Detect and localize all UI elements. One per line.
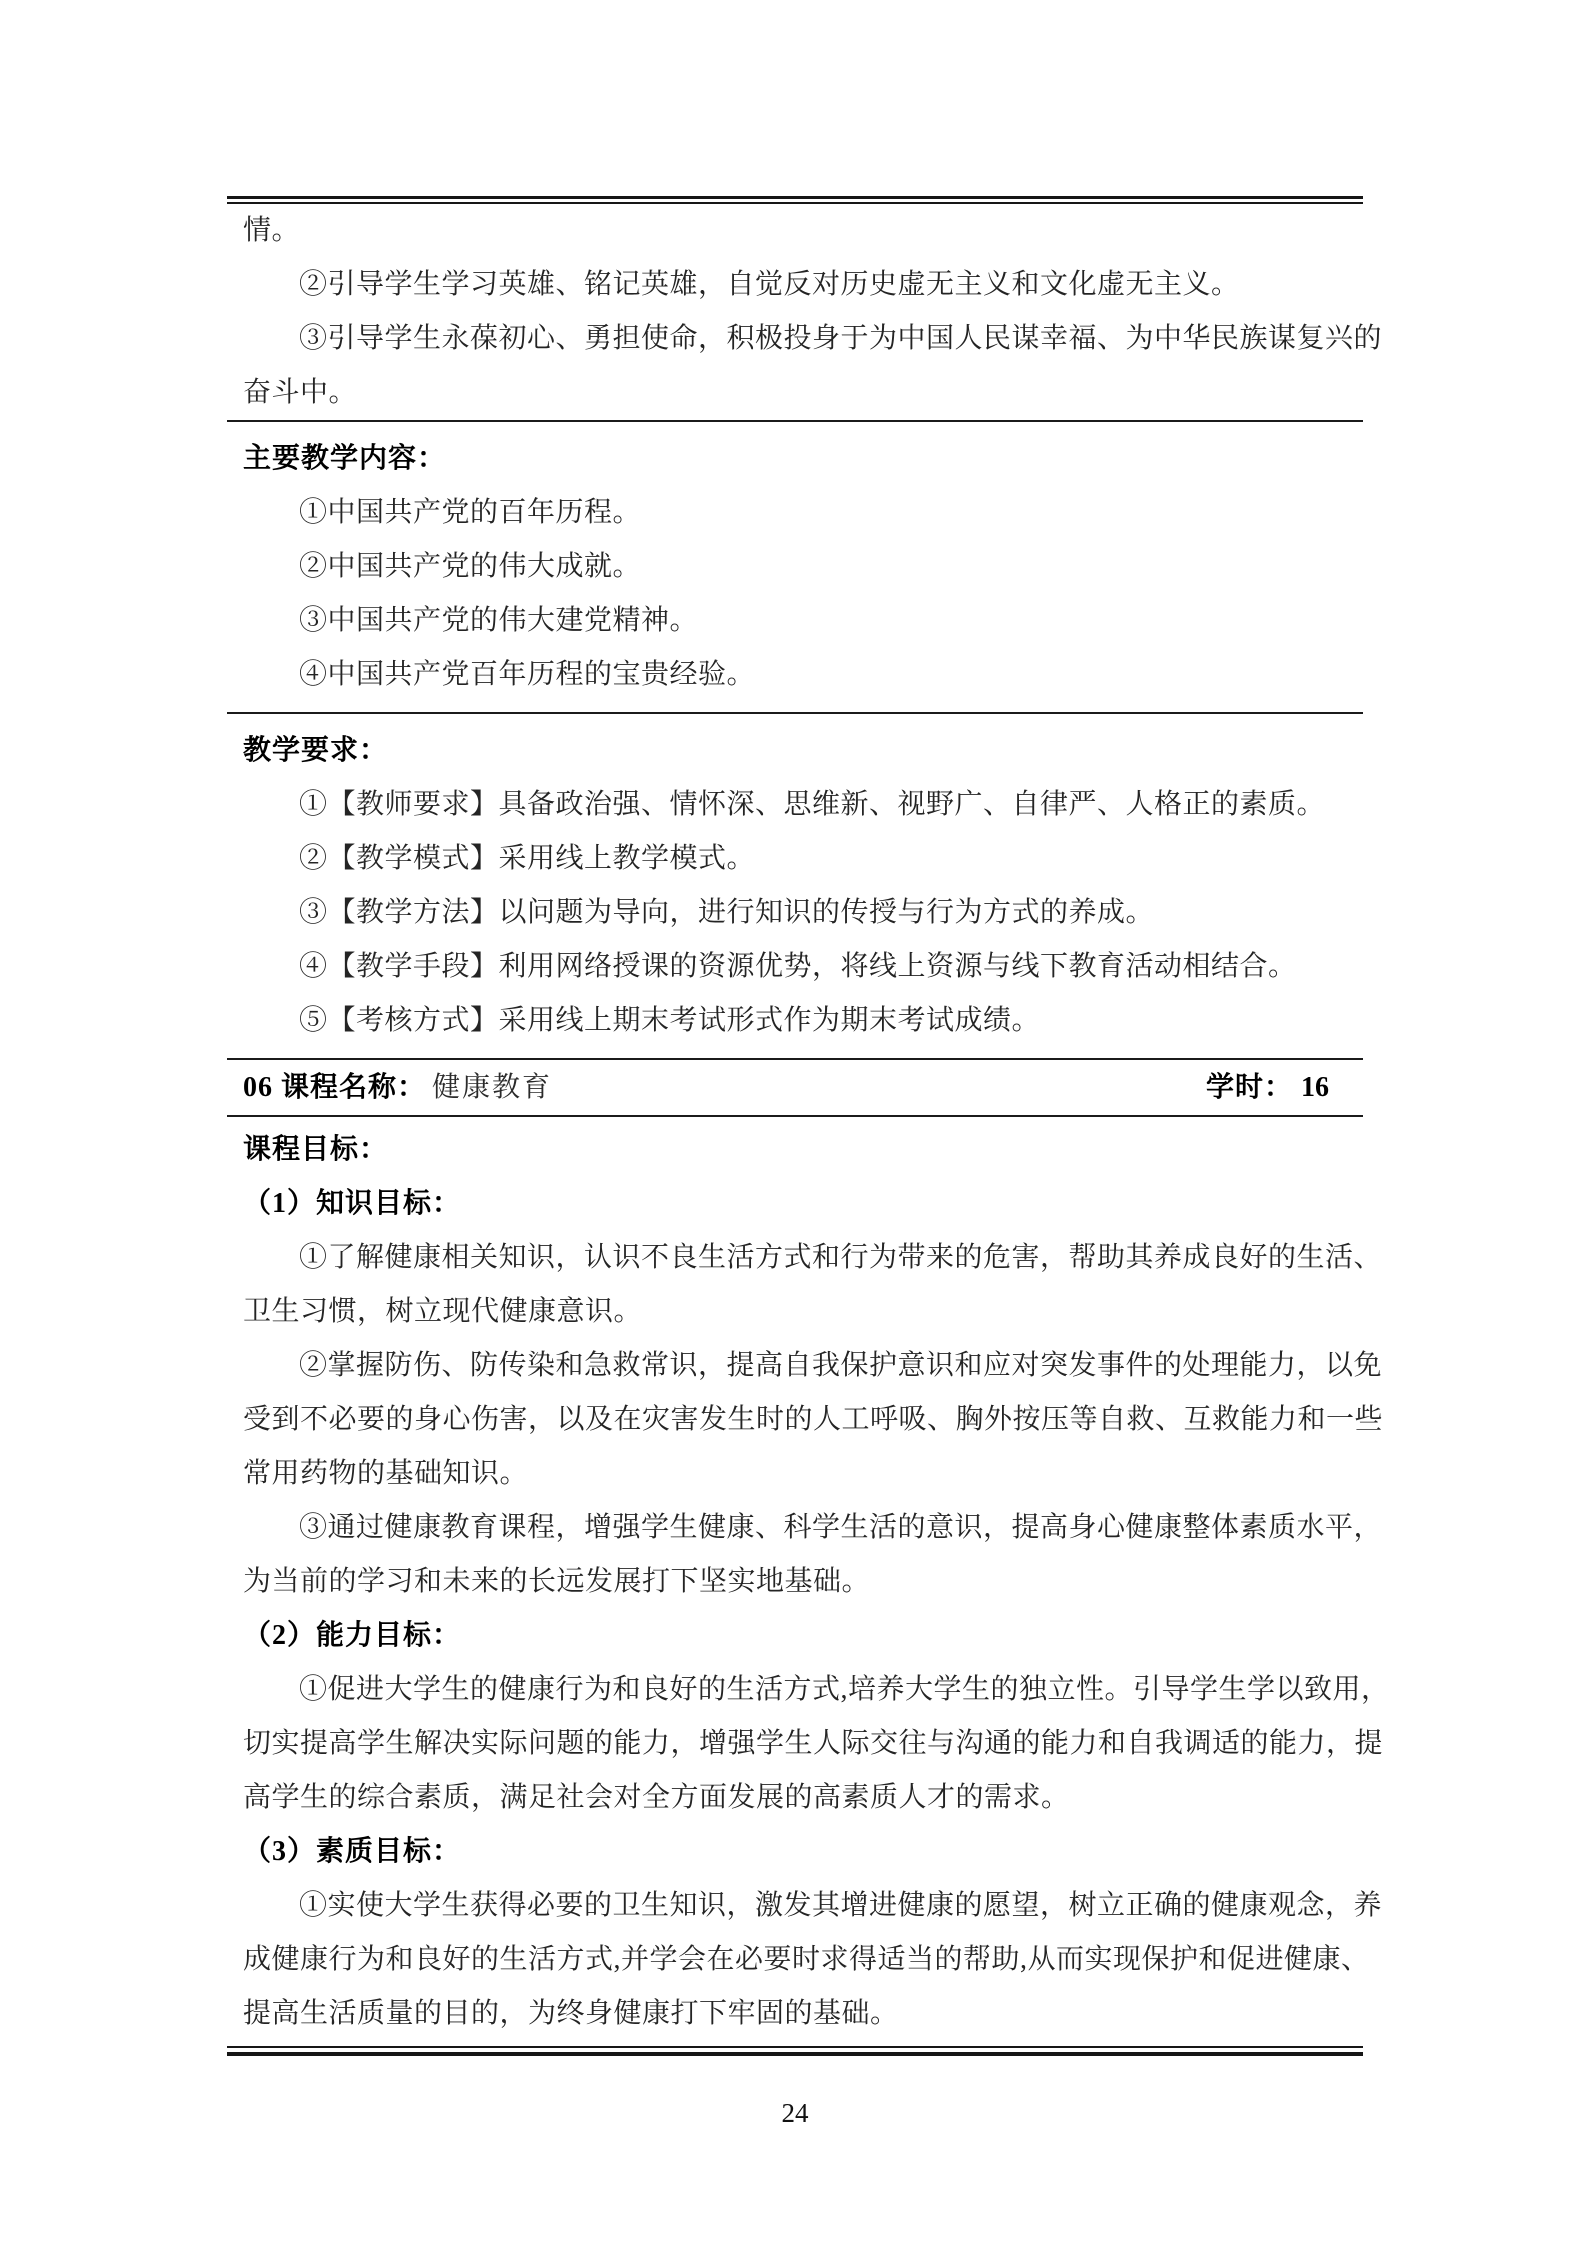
- paragraph-line: 情。: [243, 215, 301, 246]
- document-table: [227, 196, 1390, 2128]
- list-item: ④【教学手段】利用网络授课的资源优势，将线上资源与线下教育活动相结合。: [299, 951, 1297, 982]
- paragraph-line: 常用药物的基础知识。: [243, 1458, 529, 1489]
- paragraph-line: 卫生习惯，树立现代健康意识。: [243, 1296, 643, 1327]
- section-title: 教学要求：: [243, 735, 389, 766]
- paragraph-line: 切实提高学生解决实际问题的能力，增强学生人际交往与沟通的能力和自我调适的能力，提: [243, 1728, 1384, 1759]
- course-name-value: 健康教育: [432, 1072, 553, 1103]
- course-name-cell: [243, 1060, 552, 1115]
- course-hours-value: 16: [1301, 1072, 1329, 1103]
- section-title: 主要教学内容：: [243, 443, 447, 474]
- paragraph-line: 为当前的学习和未来的长远发展打下坚实地基础。: [243, 1566, 871, 1597]
- section-prev-overflow: [227, 204, 1383, 420]
- paragraph-line: 成健康行为和良好的生活方式,并学会在必要时求得适当的帮助,从而实现保护和促进健康、: [243, 1944, 1370, 1975]
- paragraph-line: ①实使大学生获得必要的卫生知识，激发其增进健康的愿望，树立正确的健康观念，养: [299, 1890, 1383, 1921]
- section-teaching-requirements: [227, 714, 1363, 1058]
- list-item: ⑤【考核方式】采用线上期末考试形式作为期末考试成绩。: [299, 1005, 1041, 1036]
- paragraph-line: ②引导学生学习英雄、铭记英雄，自觉反对历史虚无主义和文化虚无主义。: [299, 269, 1240, 300]
- paragraph-line: 奋斗中。: [243, 377, 358, 408]
- paragraph-line: ①了解健康相关知识，认识不良生活方式和行为带来的危害，帮助其养成良好的生活、: [299, 1242, 1383, 1273]
- paragraph-line: ③引导学生永葆初心、勇担使命，积极投身于为中国人民谋幸福、为中华民族谋复兴的: [299, 323, 1383, 354]
- paragraph-line: ③通过健康教育课程，增强学生健康、科学生活的意识，提高身心健康整体素质水平，: [299, 1512, 1383, 1543]
- course-code-label: 06 课程名称：: [243, 1072, 427, 1103]
- page-number: 24: [781, 2098, 809, 2128]
- list-item: ①中国共产党的百年历程。: [299, 497, 642, 528]
- section-teaching-content: [227, 422, 1363, 712]
- course-header-row: [227, 1060, 1363, 1115]
- section-title: 课程目标：: [243, 1134, 389, 1165]
- list-item: ②中国共产党的伟大成就。: [299, 551, 642, 582]
- paragraph-line: 提高生活质量的目的，为终身健康打下牢固的基础。: [243, 1998, 899, 2029]
- subsection-title-quality: （3）素质目标：: [243, 1836, 462, 1867]
- course-hours-cell: [1206, 1060, 1329, 1115]
- course-hours-label: 学时：: [1205, 1072, 1293, 1103]
- table-border-bottom: [227, 2046, 1363, 2056]
- paragraph-line: ①促进大学生的健康行为和良好的生活方式,培养大学生的独立性。引导学生学以致用，: [299, 1674, 1390, 1705]
- table-border-top: [227, 196, 1363, 204]
- paragraph-line: ②掌握防伤、防传染和急救常识，提高自我保护意识和应对突发事件的处理能力，以免: [299, 1350, 1383, 1381]
- section-course-objectives: [227, 1117, 1390, 2046]
- list-item: ①【教师要求】具备政治强、情怀深、思维新、视野广、自律严、人格正的素质。: [299, 789, 1326, 820]
- list-item: ④中国共产党百年历程的宝贵经验。: [299, 659, 756, 690]
- list-item: ③中国共产党的伟大建党精神。: [299, 605, 699, 636]
- subsection-title-ability: （2）能力目标：: [243, 1620, 462, 1651]
- paragraph-line: 受到不必要的身心伤害，以及在灾害发生时的人工呼吸、胸外按压等自救、互救能力和一些: [243, 1404, 1384, 1435]
- list-item: ②【教学模式】采用线上教学模式。: [299, 843, 756, 874]
- subsection-title-knowledge: （1）知识目标：: [243, 1188, 462, 1219]
- list-item: ③【教学方法】以问题为导向，进行知识的传授与行为方式的养成。: [299, 897, 1155, 928]
- paragraph-line: 高学生的综合素质，满足社会对全方面发展的高素质人才的需求。: [243, 1782, 1070, 1813]
